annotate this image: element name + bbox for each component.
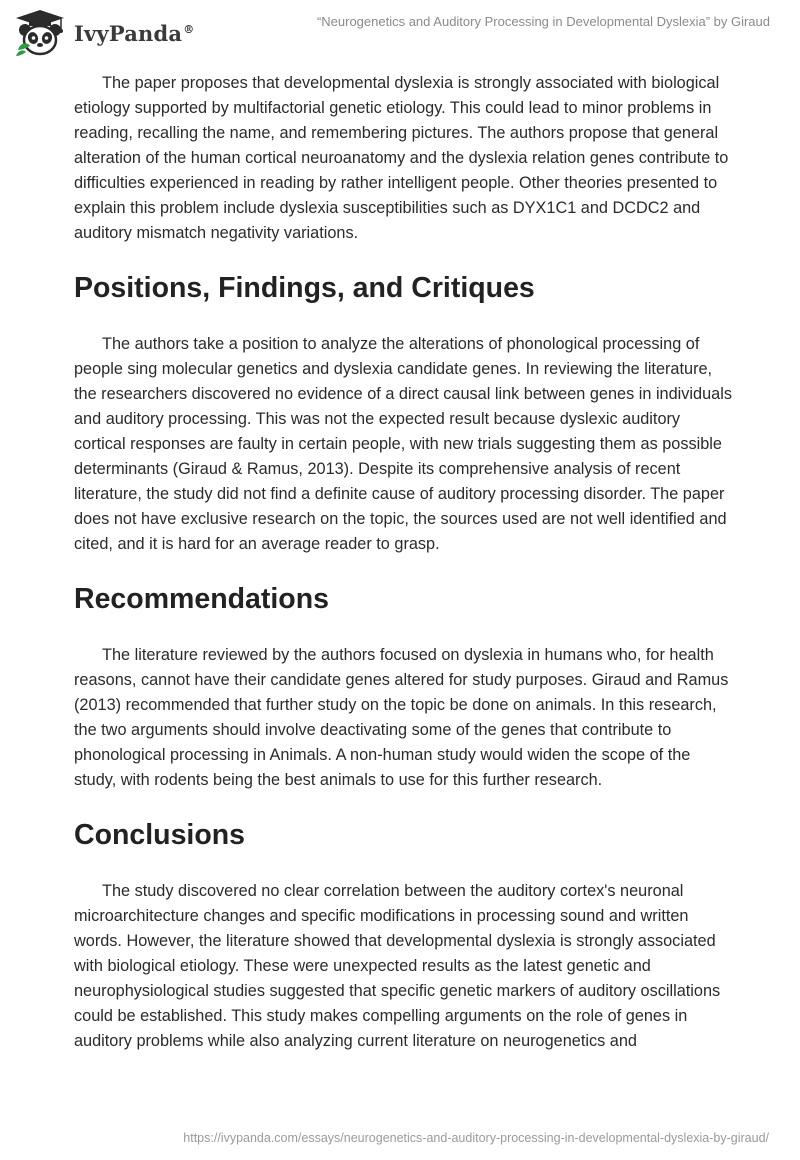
conclusions-paragraph: The study discovered no clear correlation between the auditory cortex's neuronal microarchitecture changes and specific modifications in processing sound and written words. However, the literature showed that developmental dyslexia is strongly associated with biological etiology. These were unexpected results as the latest genetic and neurophysiological studies suggested that specific genetic markers of auditory oscillations could be established. This study makes compelling arguments on the role of genes in auditory problems while also analyzing current literature on neurogenetics and [74, 882, 721, 1050]
intro-paragraph: The paper proposes that developmental dyslexia is strongly associated with biological etiology supported by multifactorial genetic etiology. This could lead to minor problems in reading, recalling the name, and remembering pictures. The authors propose that general alteration of the human cortical neuroanatomy and the dyslexia relation genes contribute to difficulties experienced in reading by rather intelligent people. Other theories presented to explain this problem include dyslexia susceptibilities such as DYX1C1 and DCDC2 and auditory mismatch negativity variations. [74, 74, 729, 242]
conclusions-heading: Conclusions [74, 819, 246, 851]
recommendations-paragraph: The literature reviewed by the authors focused on dyslexia in humans who, for health reasons, cannot have their candidate genes altered for study purposes. Giraud and Ramus (2013) recommended that further study on the topic be done on animals. In this research, the two arguments should involve deactivating some of the genes that contribute to phonological processing in Animals. A non-human study would widen the scope of the study, with rodents being the best animals to use for this further research. [74, 646, 729, 789]
recommendations-heading: Recommendations [74, 583, 329, 615]
page-header [0, 0, 800, 66]
positions-heading: Positions, Findings, and Critiques [74, 272, 535, 304]
essay-content [74, 71, 734, 1054]
document-title: “Neurogenetics and Auditory Processing in Developmental Dyslexia” by Giraud [316, 14, 770, 29]
panda-graduate-icon [14, 8, 66, 58]
source-url[interactable]: https://ivypanda.com/essays/neurogenetics-and-auditory-processing-in-developmental-dyslexia-by-giraud/ [183, 1131, 769, 1145]
positions-paragraph: The authors take a position to analyze the alterations of phonological processing of people sing molecular genetics and dyslexia candidate genes. In reviewing the literature, the researchers discovered no evidence of a direct causal link between genes in individuals and auditory processing. This was not the expected result because dyslexic auditory cortical responses are faulty in certain people, with new trials suggesting them as possible determinants (Giraud & Ramus, 2013). Despite its comprehensive analysis of recent literature, the study did not find a definite cause of auditory processing disorder. The paper does not have exclusive research on the topic, the sources used are not well identified and cited, and it is hard for an average reader to grasp. [74, 335, 732, 553]
ivypanda-logo[interactable] [14, 8, 194, 58]
brand-name: IvyPanda® [74, 20, 195, 46]
